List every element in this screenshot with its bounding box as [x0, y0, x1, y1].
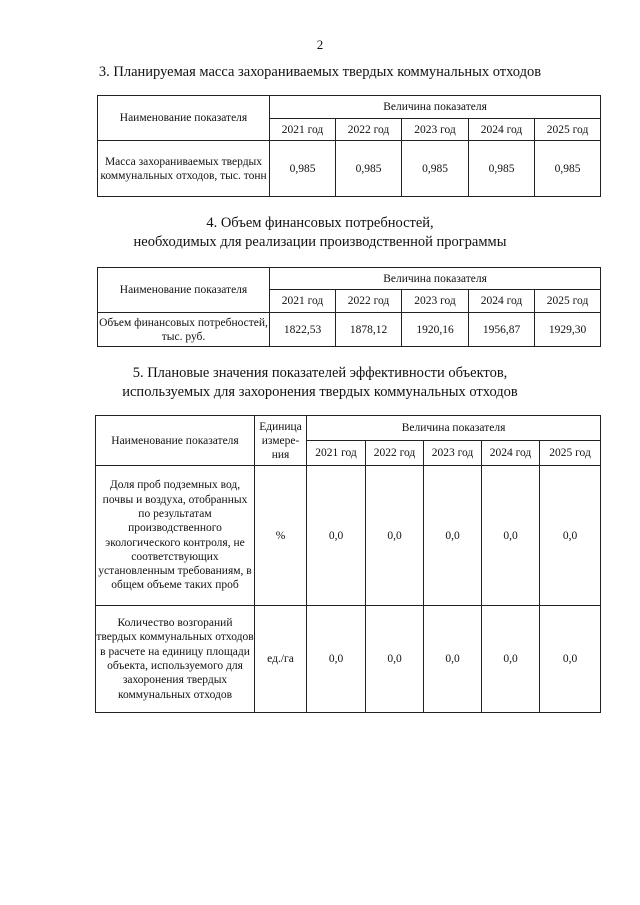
row-indicator-name: Масса захораниваемых твердых коммунальных отходов, тыс. тонн [98, 141, 270, 197]
header-year: 2024 год [469, 119, 535, 141]
row-value: 0,985 [270, 141, 336, 197]
row-value: 0,0 [366, 606, 424, 713]
header-year: 2025 год [535, 290, 601, 313]
row-value: 1956,87 [469, 313, 535, 347]
row-value: 0,0 [540, 606, 601, 713]
section-5-title-line-2: используемых для захоронения твердых коммунальных отходов [122, 384, 518, 400]
section-4-title-line-2: необходимых для реализации производственной программы [133, 234, 507, 250]
row-value: 0,985 [336, 141, 402, 197]
row-value: 0,985 [469, 141, 535, 197]
table-financial-needs [97, 267, 601, 347]
row-unit: % [255, 466, 307, 606]
row-value: 1929,30 [535, 313, 601, 347]
header-year: 2021 год [270, 119, 336, 141]
header-year: 2022 год [366, 441, 424, 466]
row-value: 0,0 [366, 466, 424, 606]
table-row [96, 606, 601, 713]
row-indicator-name: Доля проб подземных вод, почвы и воздуха, отобранных по результатам производственного экологического контроля, не соответствующих установленным требованиям, в общем объеме таких проб [96, 466, 255, 606]
header-year: 2022 год [336, 119, 402, 141]
table-efficiency-indicators [95, 415, 601, 713]
row-value: 1822,53 [270, 313, 336, 347]
header-year: 2024 год [482, 441, 540, 466]
header-year: 2021 год [270, 290, 336, 313]
row-value: 1878,12 [336, 313, 402, 347]
header-indicator-value: Величина показателя [307, 416, 601, 441]
table-row [98, 313, 601, 347]
section-3-title: 3. Планируемая масса захораниваемых твердых коммунальных отходов [98, 64, 542, 80]
header-year: 2025 год [535, 119, 601, 141]
section-5-title-line-1: 5. Плановые значения показателей эффективности объектов, [132, 365, 508, 381]
row-unit: ед./га [255, 606, 307, 713]
header-year: 2023 год [424, 441, 482, 466]
header-indicator-name: Наименование показателя [98, 268, 270, 313]
header-year: 2023 год [402, 290, 469, 313]
header-indicator-name: Наименование показателя [96, 416, 255, 466]
header-year: 2022 год [336, 290, 402, 313]
table-row [98, 141, 601, 197]
header-year: 2025 год [540, 441, 601, 466]
row-indicator-name: Количество возгораний твердых коммунальных отходов в расчете на единицу площади объекта, используемого для захоронения твердых коммунальных отходов [96, 606, 255, 713]
row-indicator-name: Объем финансовых потребностей, тыс. руб. [98, 313, 270, 347]
section-4-title-line-1: 4. Объем финансовых потребностей, [206, 215, 434, 231]
row-value: 0,0 [307, 466, 366, 606]
header-unit: Единица измере-ния [255, 416, 307, 466]
header-indicator-value: Величина показателя [270, 268, 601, 290]
row-value: 0,0 [424, 466, 482, 606]
row-value: 0,0 [482, 466, 540, 606]
row-value: 0,0 [482, 606, 540, 713]
row-value: 0,985 [402, 141, 469, 197]
row-value: 1920,16 [402, 313, 469, 347]
header-year: 2021 год [307, 441, 366, 466]
table-planned-waste-mass [97, 95, 601, 197]
row-value: 0,985 [535, 141, 601, 197]
row-value: 0,0 [307, 606, 366, 713]
table-row [96, 466, 601, 606]
header-year: 2023 год [402, 119, 469, 141]
page-number: 2 [316, 37, 324, 52]
header-indicator-name: Наименование показателя [98, 96, 270, 141]
row-value: 0,0 [424, 606, 482, 713]
header-year: 2024 год [469, 290, 535, 313]
row-value: 0,0 [540, 466, 601, 606]
header-indicator-value: Величина показателя [270, 96, 601, 119]
